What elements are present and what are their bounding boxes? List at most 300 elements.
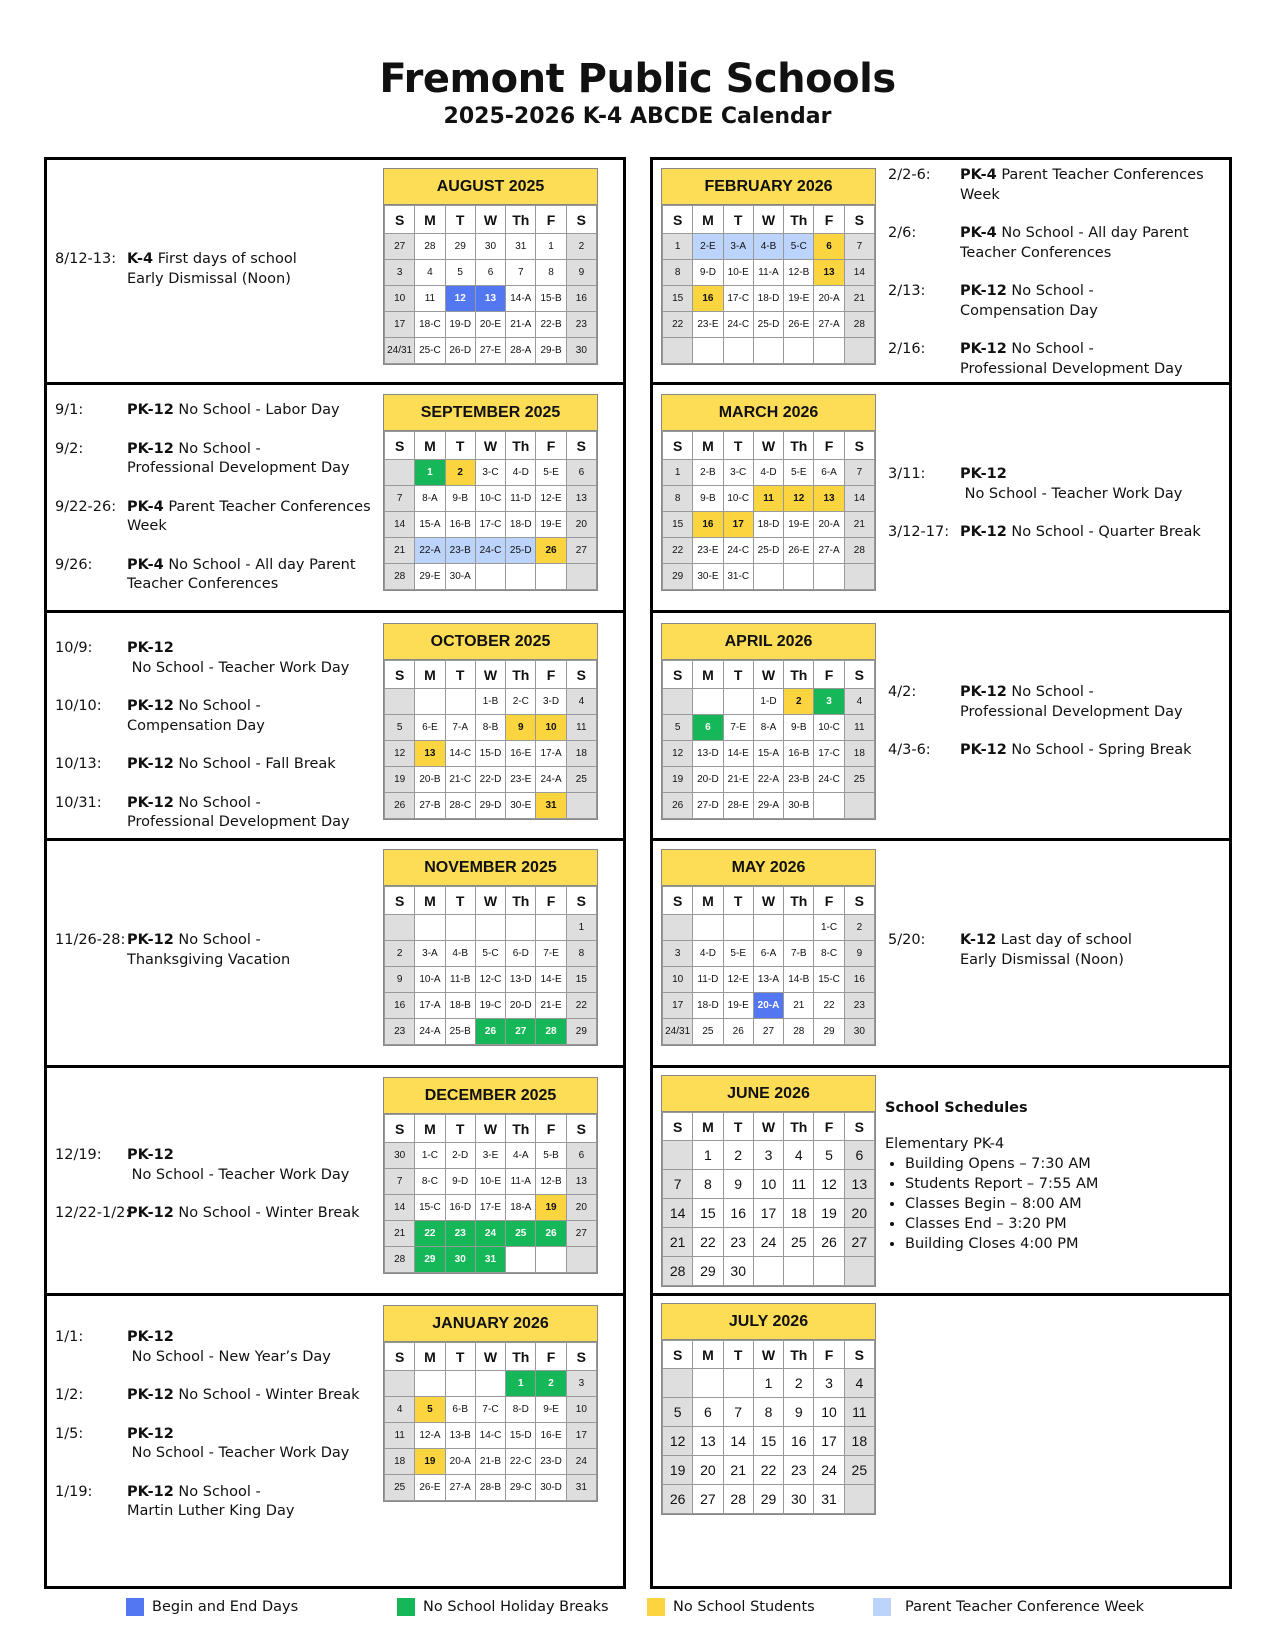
day-cell: 4 xyxy=(385,1397,415,1423)
day-cell: 16-D xyxy=(445,1195,475,1221)
day-cell: 17-E xyxy=(475,1195,505,1221)
day-cell: 10-E xyxy=(723,260,753,286)
day-cell: 7 xyxy=(385,486,415,512)
day-cell: 15-C xyxy=(814,967,844,993)
day-cell: 26-E xyxy=(784,312,814,338)
page-header xyxy=(0,55,1275,131)
day-cell: 21 xyxy=(385,538,415,564)
event-text-line2: Professional Development Day xyxy=(127,814,350,830)
event-item xyxy=(888,166,1223,205)
day-cell: 7 xyxy=(506,260,536,286)
event-text-line2: Compensation Day xyxy=(960,302,1098,319)
day-cell: 18-D xyxy=(753,512,783,538)
day-cell: 10-A xyxy=(415,967,445,993)
event-item xyxy=(55,1425,375,1464)
month-title: JUNE 2026 xyxy=(662,1076,875,1112)
day-cell: 13 xyxy=(844,1170,874,1199)
day-cell xyxy=(844,793,874,819)
month-grid xyxy=(384,1114,597,1273)
panel-march xyxy=(653,385,1229,613)
weekday-header: Th xyxy=(784,661,814,689)
day-cell: 9-B xyxy=(784,715,814,741)
school-schedules xyxy=(885,1098,1098,1254)
day-cell: 25 xyxy=(506,1221,536,1247)
weekday-header: F xyxy=(536,661,566,689)
day-cell: 9-E xyxy=(536,1397,566,1423)
event-text: No School - All day Parent xyxy=(163,556,356,573)
day-cell: 13 xyxy=(814,486,844,512)
day-cell: 5 xyxy=(415,1397,445,1423)
event-text: No School - Labor Day xyxy=(173,402,340,418)
day-cell: 25-B xyxy=(445,1019,475,1045)
day-cell: 26 xyxy=(663,1485,693,1514)
event-date: 1/1: xyxy=(55,1329,84,1345)
day-cell: 7-C xyxy=(475,1397,505,1423)
day-cell: 23-E xyxy=(693,538,723,564)
day-cell: 23-E xyxy=(693,312,723,338)
day-cell: 30 xyxy=(566,338,596,364)
day-cell: 14 xyxy=(663,1199,693,1228)
day-cell: 18 xyxy=(844,1427,874,1456)
day-cell: 23-D xyxy=(536,1449,566,1475)
month-title: MARCH 2026 xyxy=(662,395,875,431)
day-cell: 18-C xyxy=(415,312,445,338)
day-cell: 25 xyxy=(693,1019,723,1045)
day-cell: 2-D xyxy=(445,1143,475,1169)
day-cell: 9-D xyxy=(693,260,723,286)
event-date: 1/5: xyxy=(55,1425,84,1442)
event-text: No School - xyxy=(1006,341,1094,357)
event-date: 8/12-13: xyxy=(55,251,117,267)
month-grid xyxy=(384,1342,597,1501)
day-cell: 26 xyxy=(814,1228,844,1257)
day-cell xyxy=(723,915,753,941)
events-sep xyxy=(55,401,375,614)
event-audience: PK-12 xyxy=(960,684,1007,700)
weekday-header: T xyxy=(723,206,753,234)
day-cell: 10 xyxy=(385,286,415,312)
day-cell: 20-B xyxy=(415,767,445,793)
day-cell xyxy=(844,338,874,364)
day-cell: 3-E xyxy=(475,1143,505,1169)
day-cell: 5 xyxy=(814,1141,844,1170)
day-cell: 1 xyxy=(536,234,566,260)
event-text: No School - Teacher Work Day xyxy=(127,1445,350,1461)
day-cell: 8 xyxy=(753,1398,783,1427)
day-cell: 26 xyxy=(723,1019,753,1045)
events-aug xyxy=(55,250,375,308)
day-cell xyxy=(385,460,415,486)
day-cell: 6-A xyxy=(814,460,844,486)
day-cell: 29-C xyxy=(506,1475,536,1501)
weekday-header: T xyxy=(723,661,753,689)
day-cell: 2-B xyxy=(693,460,723,486)
panel-june xyxy=(653,1068,1229,1296)
weekday-header: M xyxy=(693,887,723,915)
event-text: No School - xyxy=(173,1483,261,1500)
day-cell: 4-D xyxy=(753,460,783,486)
day-cell: 24-C xyxy=(723,538,753,564)
day-cell: 9 xyxy=(784,1398,814,1427)
day-cell: 15-D xyxy=(475,741,505,767)
legend-swatch-blue xyxy=(126,1598,144,1616)
day-cell: 6 xyxy=(814,234,844,260)
weekday-header: T xyxy=(445,206,475,234)
day-cell: 15 xyxy=(663,286,693,312)
day-cell: 4 xyxy=(566,689,596,715)
weekday-header: F xyxy=(814,661,844,689)
day-cell: 1 xyxy=(663,460,693,486)
day-cell: 29 xyxy=(753,1485,783,1514)
event-item xyxy=(55,755,385,775)
day-cell: 28-E xyxy=(723,793,753,819)
event-text-line2: Teacher Conferences xyxy=(960,244,1112,261)
day-cell: 25-C xyxy=(415,338,445,364)
day-cell: 5 xyxy=(663,1398,693,1427)
month-title: JULY 2026 xyxy=(662,1304,875,1340)
weekday-header: M xyxy=(693,206,723,234)
day-cell xyxy=(784,338,814,364)
day-cell: 28 xyxy=(385,564,415,590)
weekday-header: S xyxy=(385,1343,415,1371)
day-cell: 2-C xyxy=(506,689,536,715)
day-cell: 24 xyxy=(475,1221,505,1247)
weekday-header: S xyxy=(663,887,693,915)
day-cell: 10-C xyxy=(723,486,753,512)
day-cell: 8 xyxy=(693,1170,723,1199)
day-cell: 13 xyxy=(475,286,505,312)
day-cell: 18-A xyxy=(506,1195,536,1221)
weekday-header: S xyxy=(844,1341,874,1369)
day-cell: 30-B xyxy=(784,793,814,819)
month-title: AUGUST 2025 xyxy=(384,169,597,205)
day-cell: 20-A xyxy=(753,993,783,1019)
day-cell: 14-E xyxy=(723,741,753,767)
weekday-header: S xyxy=(663,1341,693,1369)
weekday-header: T xyxy=(445,661,475,689)
day-cell: 16 xyxy=(844,967,874,993)
weekday-header: W xyxy=(475,661,505,689)
day-cell: 18-D xyxy=(753,286,783,312)
event-audience: PK-4 xyxy=(127,556,164,573)
events-mar xyxy=(888,465,1223,562)
day-cell: 7-A xyxy=(445,715,475,741)
day-cell: 1 xyxy=(415,460,445,486)
day-cell: 22-C xyxy=(506,1449,536,1475)
day-cell: 21 xyxy=(844,512,874,538)
event-date: 10/31: xyxy=(55,794,102,811)
panel-december xyxy=(47,1068,623,1296)
month-title: SEPTEMBER 2025 xyxy=(384,395,597,431)
calendar-apr xyxy=(661,623,876,820)
day-cell: 14 xyxy=(844,486,874,512)
day-cell: 8-D xyxy=(506,1397,536,1423)
event-date: 1/2: xyxy=(55,1387,84,1403)
day-cell: 28 xyxy=(784,1019,814,1045)
panel-april xyxy=(653,613,1229,841)
day-cell: 25-D xyxy=(753,538,783,564)
weekday-header: W xyxy=(753,661,783,689)
day-cell xyxy=(663,915,693,941)
day-cell: 4-D xyxy=(693,941,723,967)
day-cell: 10-C xyxy=(475,486,505,512)
legend-conference xyxy=(873,1598,1144,1616)
day-cell: 16-B xyxy=(445,512,475,538)
day-cell: 6 xyxy=(844,1141,874,1170)
day-cell: 29 xyxy=(814,1019,844,1045)
day-cell: 19 xyxy=(663,1456,693,1485)
day-cell: 3-D xyxy=(536,689,566,715)
weekday-header: W xyxy=(753,206,783,234)
weekday-header: T xyxy=(723,1341,753,1369)
day-cell: 23 xyxy=(385,1019,415,1045)
day-cell: 13 xyxy=(814,260,844,286)
day-cell: 26-E xyxy=(415,1475,445,1501)
weekday-header: M xyxy=(693,432,723,460)
day-cell: 12-C xyxy=(475,967,505,993)
day-cell: 5-E xyxy=(723,941,753,967)
legend-swatch-light-blue xyxy=(873,1598,891,1616)
day-cell: 21 xyxy=(784,993,814,1019)
day-cell: 16 xyxy=(385,993,415,1019)
day-cell: 20 xyxy=(693,1456,723,1485)
weekday-header: W xyxy=(475,1115,505,1143)
day-cell: 23 xyxy=(723,1228,753,1257)
legend-no-school xyxy=(647,1598,815,1616)
day-cell xyxy=(566,793,596,819)
day-cell: 21-E xyxy=(536,993,566,1019)
events-oct xyxy=(55,639,385,852)
weekday-header: W xyxy=(475,887,505,915)
event-text-line2: Professional Development Day xyxy=(960,703,1183,720)
weekday-header: M xyxy=(415,1343,445,1371)
day-cell: 17 xyxy=(663,993,693,1019)
day-cell: 22 xyxy=(753,1456,783,1485)
weekday-header: F xyxy=(814,887,844,915)
day-cell: 28 xyxy=(663,1257,693,1286)
day-cell xyxy=(753,338,783,364)
event-audience: PK-12 xyxy=(127,794,174,811)
day-cell xyxy=(475,1371,505,1397)
day-cell: 3 xyxy=(814,1369,844,1398)
day-cell: 17 xyxy=(566,1423,596,1449)
day-cell xyxy=(844,1257,874,1286)
event-item xyxy=(888,741,1223,761)
day-cell: 28 xyxy=(536,1019,566,1045)
event-date: 9/1: xyxy=(55,402,84,418)
weekday-header: W xyxy=(475,206,505,234)
day-cell xyxy=(506,564,536,590)
day-cell: 5-C xyxy=(475,941,505,967)
day-cell: 3-A xyxy=(415,941,445,967)
month-title: JANUARY 2026 xyxy=(384,1306,597,1342)
weekday-header: Th xyxy=(784,887,814,915)
day-cell: 5-B xyxy=(536,1143,566,1169)
day-cell: 21 xyxy=(663,1228,693,1257)
event-text: No School - xyxy=(1006,283,1094,299)
event-text: No School - xyxy=(173,698,261,714)
day-cell: 25-D xyxy=(506,538,536,564)
day-cell: 15-C xyxy=(415,1195,445,1221)
day-cell: 8 xyxy=(663,260,693,286)
event-date: 10/9: xyxy=(55,640,93,656)
day-cell: 10 xyxy=(663,967,693,993)
day-cell: 27 xyxy=(566,538,596,564)
day-cell: 5-E xyxy=(536,460,566,486)
day-cell: 8-A xyxy=(415,486,445,512)
legend-label: No School Holiday Breaks xyxy=(423,1599,609,1615)
panel-january xyxy=(47,1296,623,1586)
weekday-header: M xyxy=(415,887,445,915)
day-cell: 11-D xyxy=(506,486,536,512)
weekday-header: F xyxy=(536,206,566,234)
day-cell xyxy=(445,1371,475,1397)
event-item xyxy=(55,1204,385,1224)
event-audience: PK-12 xyxy=(127,932,174,948)
day-cell xyxy=(415,689,445,715)
event-text: No School - All day Parent xyxy=(996,225,1189,241)
day-cell: 2 xyxy=(784,689,814,715)
weekday-header: Th xyxy=(506,432,536,460)
weekday-header: S xyxy=(385,887,415,915)
day-cell: 18-D xyxy=(506,512,536,538)
weekday-header: S xyxy=(385,206,415,234)
event-text: No School - Winter Break xyxy=(173,1205,360,1221)
weekday-header: S xyxy=(844,661,874,689)
weekday-header: T xyxy=(723,432,753,460)
day-cell: 21-C xyxy=(445,767,475,793)
panel-october xyxy=(47,613,623,841)
day-cell xyxy=(445,689,475,715)
event-audience: PK-12 xyxy=(960,341,1007,357)
weekday-header: Th xyxy=(506,206,536,234)
event-item xyxy=(888,224,1223,263)
event-date: 9/2: xyxy=(55,440,84,457)
events-nov xyxy=(55,931,375,989)
calendar-may xyxy=(661,849,876,1046)
day-cell: 21-E xyxy=(723,767,753,793)
day-cell: 17-A xyxy=(536,741,566,767)
day-cell: 17 xyxy=(814,1427,844,1456)
weekday-header: W xyxy=(475,1343,505,1371)
day-cell xyxy=(415,915,445,941)
day-cell: 30 xyxy=(475,234,505,260)
weekday-header: T xyxy=(723,1113,753,1141)
day-cell: 18 xyxy=(784,1199,814,1228)
event-text-line2: Early Dismissal (Noon) xyxy=(960,951,1124,968)
schedule-item: • Classes Begin – 8:00 AM xyxy=(905,1194,1098,1214)
day-cell: 9 xyxy=(844,941,874,967)
event-audience: PK-12 xyxy=(127,1387,174,1403)
day-cell: 1 xyxy=(566,915,596,941)
event-text: Parent Teacher Conferences xyxy=(163,498,371,515)
day-cell xyxy=(445,915,475,941)
day-cell: 14 xyxy=(723,1427,753,1456)
day-cell: 23 xyxy=(844,993,874,1019)
weekday-header: S xyxy=(663,206,693,234)
day-cell: 12-E xyxy=(723,967,753,993)
weekday-header: S xyxy=(566,887,596,915)
day-cell: 27-A xyxy=(445,1475,475,1501)
weekday-header: F xyxy=(814,432,844,460)
day-cell: 11 xyxy=(566,715,596,741)
day-cell: 1 xyxy=(506,1371,536,1397)
weekday-header: Th xyxy=(506,887,536,915)
legend-swatch-yellow xyxy=(647,1598,665,1616)
schedule-item: • Students Report – 7:55 AM xyxy=(905,1174,1098,1194)
day-cell: 23 xyxy=(445,1221,475,1247)
event-text: No School - Teacher Work Day xyxy=(127,659,350,676)
day-cell xyxy=(475,564,505,590)
weekday-header: S xyxy=(844,432,874,460)
day-cell: 22 xyxy=(566,993,596,1019)
weekday-header: S xyxy=(663,661,693,689)
event-text-line2: Teacher Conferences xyxy=(127,576,279,592)
day-cell: 4 xyxy=(844,689,874,715)
day-cell: 24 xyxy=(753,1228,783,1257)
event-date: 9/22-26: xyxy=(55,498,117,515)
day-cell: 6-E xyxy=(415,715,445,741)
day-cell: 5-E xyxy=(784,460,814,486)
events-dec xyxy=(55,1146,385,1243)
weekday-header: S xyxy=(385,432,415,460)
event-text: No School - Spring Break xyxy=(1006,742,1192,758)
calendar-dec xyxy=(383,1077,598,1274)
month-grid xyxy=(384,886,597,1045)
weekday-header: M xyxy=(693,661,723,689)
weekday-header: W xyxy=(753,1341,783,1369)
event-text: No School - xyxy=(173,932,261,948)
calendar-sep xyxy=(383,394,598,591)
day-cell: 23 xyxy=(566,312,596,338)
day-cell: 9 xyxy=(566,260,596,286)
day-cell xyxy=(566,564,596,590)
day-cell: 6 xyxy=(475,260,505,286)
day-cell: 7 xyxy=(385,1169,415,1195)
month-grid xyxy=(384,660,597,819)
day-cell: 13-A xyxy=(753,967,783,993)
day-cell: 19-E xyxy=(784,512,814,538)
month-grid xyxy=(384,205,597,364)
day-cell: 21 xyxy=(723,1456,753,1485)
event-item xyxy=(55,1483,375,1522)
day-cell: 14 xyxy=(385,512,415,538)
page-title: Fremont Public Schools xyxy=(379,56,896,102)
day-cell xyxy=(784,564,814,590)
day-cell: 16-B xyxy=(784,741,814,767)
day-cell: 1-C xyxy=(415,1143,445,1169)
day-cell: 11-A xyxy=(753,260,783,286)
day-cell xyxy=(784,1257,814,1286)
day-cell: 19-C xyxy=(475,993,505,1019)
event-date: 10/13: xyxy=(55,756,102,772)
day-cell: 9-B xyxy=(445,486,475,512)
day-cell: 17 xyxy=(723,512,753,538)
day-cell: 23-B xyxy=(784,767,814,793)
day-cell xyxy=(506,915,536,941)
event-text-line2: Professional Development Day xyxy=(960,360,1183,377)
weekday-header: S xyxy=(385,661,415,689)
day-cell: 2 xyxy=(566,234,596,260)
day-cell: 31 xyxy=(475,1247,505,1273)
day-cell: 25 xyxy=(784,1228,814,1257)
day-cell xyxy=(814,793,844,819)
day-cell: 8 xyxy=(536,260,566,286)
schedule-item: • Classes End – 3:20 PM xyxy=(905,1214,1098,1234)
day-cell: 7 xyxy=(663,1170,693,1199)
day-cell: 17-A xyxy=(415,993,445,1019)
day-cell: 29-E xyxy=(415,564,445,590)
